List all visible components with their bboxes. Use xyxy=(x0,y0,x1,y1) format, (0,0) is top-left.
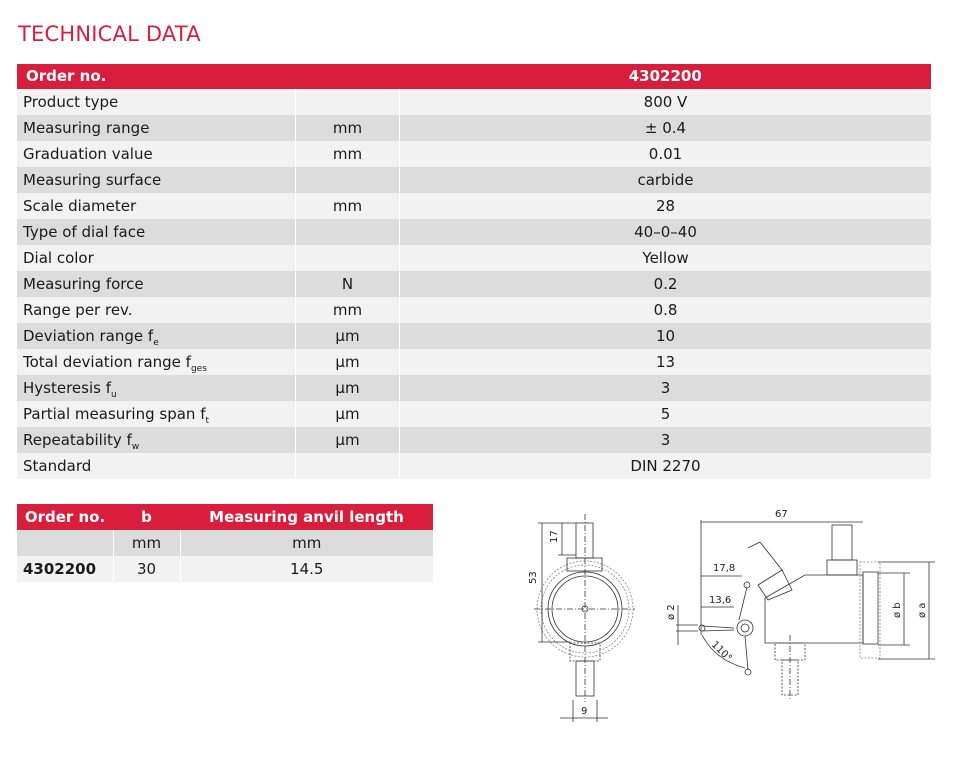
table-row xyxy=(17,219,931,245)
spec-unit: N xyxy=(296,271,400,297)
spec-label: Deviation range $f_e$ xyxy=(17,323,296,349)
table-row xyxy=(17,427,931,453)
spec-label: Scale diameter xyxy=(17,193,296,219)
spec-label: Partial measuring span $f_t$ xyxy=(17,401,296,427)
table-row xyxy=(17,297,931,323)
spec-unit xyxy=(296,453,400,479)
spec-label: Total deviation range $f_{ges}$ xyxy=(17,349,296,375)
spec-value: 28 xyxy=(400,193,932,219)
table-row xyxy=(17,556,433,582)
order-no-header: Order no. xyxy=(17,64,400,89)
spec-label: Measuring force xyxy=(17,271,296,297)
unit-order xyxy=(17,530,113,556)
header-order-no: Order no. xyxy=(17,504,113,530)
table-row xyxy=(17,115,931,141)
spec-unit: µm xyxy=(296,323,400,349)
table-row xyxy=(17,323,931,349)
technical-data-table xyxy=(17,64,931,479)
table-row xyxy=(17,141,931,167)
spec-unit: µm xyxy=(296,349,400,375)
unit-b: mm xyxy=(113,530,180,556)
table-row xyxy=(17,453,931,479)
spec-subscript: w xyxy=(131,442,140,452)
dim-17-8: 17,8 xyxy=(713,563,736,574)
spec-label: Graduation value xyxy=(17,141,296,167)
spec-subscript: t xyxy=(205,416,210,426)
spec-unit: µm xyxy=(296,427,400,453)
spec-label: Repeatability $f_w$ xyxy=(17,427,296,453)
spec-value: 0.01 xyxy=(400,141,932,167)
table-row xyxy=(17,271,931,297)
spec-value: 10 xyxy=(400,323,932,349)
spec-label: Measuring surface xyxy=(17,167,296,193)
order-no-value: 4302200 xyxy=(400,64,932,89)
dim-53: 53 xyxy=(528,571,539,584)
page-title: TECHNICAL DATA xyxy=(18,22,201,46)
table-row xyxy=(17,89,931,115)
dim-9: 9 xyxy=(581,706,588,717)
dimension-drawing xyxy=(520,500,960,730)
spec-value: 40–0–40 xyxy=(400,219,932,245)
spec-unit: mm xyxy=(296,193,400,219)
front-view xyxy=(534,514,635,722)
spec-unit: mm xyxy=(296,141,400,167)
spec-value: carbide xyxy=(400,167,932,193)
dim-db: ø b xyxy=(892,602,903,618)
spec-value: DIN 2270 xyxy=(400,453,932,479)
units-row xyxy=(17,530,433,556)
spec-unit: µm xyxy=(296,401,400,427)
spec-label: Range per rev. xyxy=(17,297,296,323)
dim-da: ø a xyxy=(917,602,928,618)
spec-value: 3 xyxy=(400,375,932,401)
spec-unit xyxy=(296,167,400,193)
dim-d2: ø 2 xyxy=(666,604,677,620)
spec-label: Standard xyxy=(17,453,296,479)
spec-value: 5 xyxy=(400,401,932,427)
spec-subscript: e xyxy=(153,338,159,348)
spec-value: 13 xyxy=(400,349,932,375)
table-row xyxy=(17,245,931,271)
spec-value: 800 V xyxy=(400,89,932,115)
spec-subscript: u xyxy=(111,390,117,400)
spec-value: Yellow xyxy=(400,245,932,271)
spec-label: Dial color xyxy=(17,245,296,271)
table-row xyxy=(17,349,931,375)
dim-67: 67 xyxy=(775,509,788,520)
spec-subscript: ges xyxy=(190,364,207,374)
spec-label: Measuring range xyxy=(17,115,296,141)
spec-value: 3 xyxy=(400,427,932,453)
spec-label: Product type xyxy=(17,89,296,115)
dim-17: 17 xyxy=(549,530,560,543)
unit-anvil: mm xyxy=(180,530,433,556)
spec-unit: mm xyxy=(296,115,400,141)
anvil-length: 14.5 xyxy=(180,556,433,582)
header-b: b xyxy=(113,504,180,530)
dimension-table xyxy=(17,504,433,582)
spec-unit xyxy=(296,89,400,115)
table-row xyxy=(17,401,931,427)
spec-label: Hysteresis $f_u$ xyxy=(17,375,296,401)
spec-unit: µm xyxy=(296,375,400,401)
spec-value: 0.2 xyxy=(400,271,932,297)
b-value: 30 xyxy=(113,556,180,582)
order-no: 4302200 xyxy=(17,556,113,582)
dim-angle: 110° xyxy=(708,639,734,665)
header-anvil-length: Measuring anvil length xyxy=(180,504,433,530)
table-row xyxy=(17,375,931,401)
table-row xyxy=(17,167,931,193)
dim-13-6: 13,6 xyxy=(709,595,732,606)
spec-value: ± 0.4 xyxy=(400,115,932,141)
spec-unit xyxy=(296,219,400,245)
spec-label: Type of dial face xyxy=(17,219,296,245)
spec-value: 0.8 xyxy=(400,297,932,323)
spec-unit xyxy=(296,245,400,271)
table-row xyxy=(17,193,931,219)
spec-unit: mm xyxy=(296,297,400,323)
